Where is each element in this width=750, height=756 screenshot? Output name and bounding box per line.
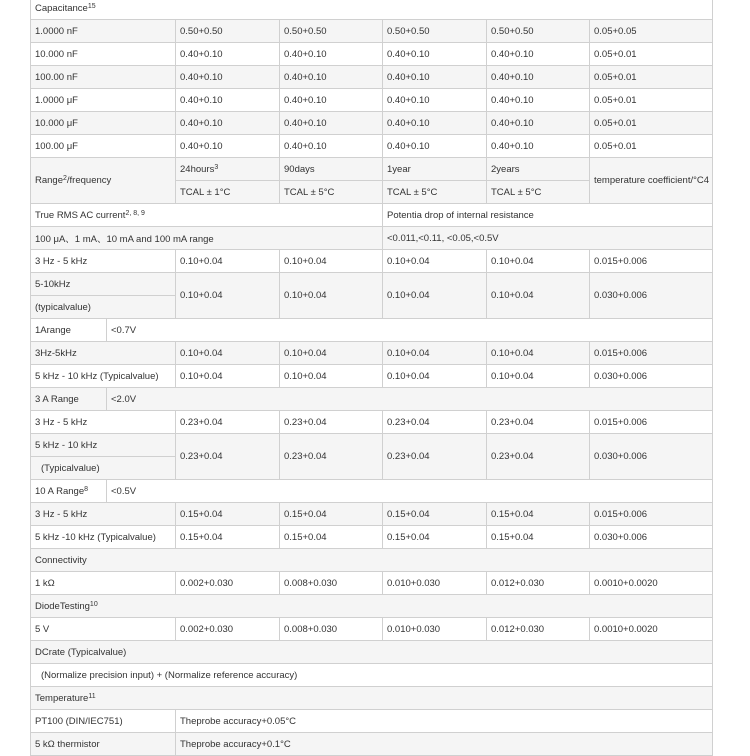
range-cell: 3 Hz - 5 kHz — [31, 503, 176, 526]
header-24hours — [176, 158, 280, 181]
range-cell: 1.0000 nF — [31, 20, 176, 43]
value-cell: 0.10+0.04 — [487, 250, 590, 273]
footnote-marker: 10 — [89, 600, 98, 608]
table-row — [31, 20, 713, 43]
range-label: 3 A Range — [31, 388, 107, 411]
value-cell: 0.10+0.04 — [383, 250, 487, 273]
table-row — [31, 503, 713, 526]
table-row — [31, 250, 713, 273]
value-cell: 0.40+0.10 — [383, 135, 487, 158]
range-cell: (typicalvalue) — [31, 296, 176, 319]
value-cell: 0.030+0.006 — [590, 365, 713, 388]
value-cell: 0.40+0.10 — [487, 135, 590, 158]
value-cell: 0.010+0.030 — [383, 572, 487, 595]
value-cell: 0.23+0.04 — [176, 434, 280, 480]
drop-values: <0.011,<0.11, <0.05,<0.5V — [383, 227, 713, 250]
table-row — [31, 434, 713, 457]
value-cell: 0.23+0.04 — [280, 434, 383, 480]
value-cell: 0.15+0.04 — [176, 526, 280, 549]
cell-text: True RMS AC current — [35, 209, 126, 221]
table-row — [31, 135, 713, 158]
value-cell: 0.010+0.030 — [383, 618, 487, 641]
range-cell: 3 Hz - 5 kHz — [31, 250, 176, 273]
value-cell: 0.40+0.10 — [176, 135, 280, 158]
tcal-cell: TCAL ± 5°C — [487, 181, 590, 204]
value-cell: 0.40+0.10 — [280, 43, 383, 66]
value-cell: 0.030+0.006 — [590, 526, 713, 549]
header-2years: 2years — [487, 158, 590, 181]
section-ac-current — [31, 204, 713, 227]
range-label: 1Arange — [31, 319, 107, 342]
value-cell: 0.002+0.030 — [176, 618, 280, 641]
dcrate-formula — [31, 664, 713, 687]
value-cell: 0.23+0.04 — [176, 411, 280, 434]
header-temp-coefficient: temperature coefficient/°C4 — [590, 158, 713, 204]
table-row — [31, 572, 713, 595]
value-cell: 0.0010+0.0020 — [590, 618, 713, 641]
range-drop: <0.7V — [107, 319, 713, 342]
range-cell: 5 kHz - 10 kHz (Typicalvalue) — [31, 365, 176, 388]
value-cell: 0.23+0.04 — [487, 411, 590, 434]
value-cell: 0.40+0.10 — [487, 43, 590, 66]
value-cell: 0.40+0.10 — [176, 66, 280, 89]
value-cell: 0.40+0.10 — [487, 89, 590, 112]
range-cell: 3 Hz - 5 kHz — [31, 411, 176, 434]
value-cell: 0.05+0.01 — [590, 43, 713, 66]
formula-cell: (Normalize precision input) + (Normalize reference accuracy) — [31, 664, 713, 687]
value-cell: 0.23+0.04 — [280, 411, 383, 434]
range-cell: 5-10kHz — [31, 273, 176, 296]
value-cell: 0.40+0.10 — [176, 89, 280, 112]
value-cell: 0.030+0.006 — [590, 273, 713, 319]
range-cell: 1 kΩ — [31, 572, 176, 595]
table-row — [31, 89, 713, 112]
value-cell: 0.002+0.030 — [176, 572, 280, 595]
cell-text: Capacitance — [35, 2, 88, 14]
tcal-cell: TCAL ± 1°C — [176, 181, 280, 204]
header-1year: 1year — [383, 158, 487, 181]
table-row — [31, 342, 713, 365]
value-cell: 0.10+0.04 — [383, 342, 487, 365]
drop-title: Potentia drop of internal resistance — [383, 204, 713, 227]
value-cell: 0.23+0.04 — [487, 434, 590, 480]
table-row — [31, 273, 713, 296]
value-cell: 0.50+0.50 — [280, 20, 383, 43]
value-cell: 0.50+0.50 — [383, 20, 487, 43]
value-cell: 0.40+0.10 — [280, 66, 383, 89]
footnote-marker: 3 — [214, 163, 219, 171]
table-row — [31, 526, 713, 549]
value-cell: 0.40+0.10 — [487, 112, 590, 135]
tcal-cell: TCAL ± 5°C — [280, 181, 383, 204]
range-drop: <2.0V — [107, 388, 713, 411]
value-cell: 0.10+0.04 — [176, 250, 280, 273]
range-cell: 5 kHz -10 kHz (Typicalvalue) — [31, 526, 176, 549]
table-row — [31, 710, 713, 733]
value-cell: 0.012+0.030 — [487, 572, 590, 595]
value-cell: 0.015+0.006 — [590, 342, 713, 365]
value-cell: 0.50+0.50 — [487, 20, 590, 43]
value-cell: 0.40+0.10 — [280, 135, 383, 158]
specification-table — [30, 0, 713, 756]
value-cell: 0.40+0.10 — [383, 112, 487, 135]
value-cell: 0.10+0.04 — [383, 273, 487, 319]
value-cell: 0.40+0.10 — [383, 43, 487, 66]
value-cell: 0.10+0.04 — [487, 342, 590, 365]
footnote-marker: 2, 8, 9 — [125, 209, 145, 217]
range-cell: 1.0000 μF — [31, 89, 176, 112]
value-cell: 0.15+0.04 — [280, 526, 383, 549]
footnote-marker: 11 — [88, 692, 96, 700]
range-header — [31, 480, 713, 503]
section-title: Connectivity — [31, 549, 713, 572]
value-cell: 0.10+0.04 — [383, 365, 487, 388]
range-cell: 10.000 nF — [31, 43, 176, 66]
accuracy-cell: Theprobe accuracy+0.05°C — [176, 710, 713, 733]
range-cell: 100.00 nF — [31, 66, 176, 89]
value-cell: 0.10+0.04 — [176, 365, 280, 388]
value-cell: 0.40+0.10 — [487, 66, 590, 89]
value-cell: 0.10+0.04 — [280, 342, 383, 365]
value-cell: 0.05+0.01 — [590, 89, 713, 112]
header-range — [31, 158, 176, 204]
value-cell: 0.15+0.04 — [487, 526, 590, 549]
value-cell: 0.40+0.10 — [280, 112, 383, 135]
cell-text: Range — [35, 175, 63, 186]
section-temperature — [31, 687, 713, 710]
header-row — [31, 158, 713, 181]
table-row — [31, 733, 713, 756]
section-title: DCrate (Typicalvalue) — [31, 641, 713, 664]
ac-ranges-row — [31, 227, 713, 250]
cell-text: /frequency — [66, 175, 112, 186]
section-title — [31, 687, 713, 710]
table-row — [31, 365, 713, 388]
value-cell: 0.15+0.04 — [176, 503, 280, 526]
value-cell: 0.10+0.04 — [487, 273, 590, 319]
value-cell: 0.40+0.10 — [383, 66, 487, 89]
table-row — [31, 411, 713, 434]
range-label — [31, 480, 107, 503]
value-cell: 0.10+0.04 — [176, 273, 280, 319]
section-diode-testing — [31, 595, 713, 618]
footnote-marker: 8 — [84, 485, 89, 493]
value-cell: 0.40+0.10 — [280, 89, 383, 112]
value-cell: 0.05+0.05 — [590, 20, 713, 43]
sensor-cell: 5 kΩ thermistor — [31, 733, 176, 756]
value-cell: 0.015+0.006 — [590, 411, 713, 434]
range-cell: 100.00 μF — [31, 135, 176, 158]
cell-text: 10 A Range — [35, 485, 85, 497]
value-cell: 0.15+0.04 — [383, 526, 487, 549]
range-cell: 5 V — [31, 618, 176, 641]
table-row — [31, 66, 713, 89]
range-header — [31, 388, 713, 411]
value-cell: 0.23+0.04 — [383, 434, 487, 480]
value-cell: 0.015+0.006 — [590, 503, 713, 526]
value-cell: 0.05+0.01 — [590, 66, 713, 89]
range-cell: 3Hz-5kHz — [31, 342, 176, 365]
range-header — [31, 319, 713, 342]
cell-text: 24hours — [180, 163, 215, 175]
value-cell: 0.15+0.04 — [280, 503, 383, 526]
value-cell: 0.15+0.04 — [383, 503, 487, 526]
sensor-cell: PT100 (DIN/IEC751) — [31, 710, 176, 733]
table-row — [31, 112, 713, 135]
tcal-cell: TCAL ± 5°C — [383, 181, 487, 204]
table-row — [31, 618, 713, 641]
value-cell: 0.50+0.50 — [176, 20, 280, 43]
section-title — [31, 204, 383, 227]
value-cell: 0.40+0.10 — [176, 112, 280, 135]
value-cell: 0.008+0.030 — [280, 618, 383, 641]
section-dc-rate — [31, 641, 713, 664]
section-title — [31, 595, 713, 618]
range-cell: 10.000 μF — [31, 112, 176, 135]
footnote-marker: 2 — [63, 175, 67, 182]
cell-text: DiodeTesting — [35, 600, 90, 612]
header-90days: 90days — [280, 158, 383, 181]
value-cell: 0.23+0.04 — [383, 411, 487, 434]
value-cell: 0.012+0.030 — [487, 618, 590, 641]
value-cell: 0.15+0.04 — [487, 503, 590, 526]
accuracy-cell: Theprobe accuracy+0.1°C — [176, 733, 713, 756]
footnote-marker: 15 — [87, 2, 96, 10]
range-cell: 5 kHz - 10 kHz — [31, 434, 176, 457]
cell-text: Temperature — [35, 692, 89, 704]
value-cell: 0.10+0.04 — [280, 273, 383, 319]
section-capacitance — [31, 0, 713, 20]
value-cell: 0.030+0.006 — [590, 434, 713, 480]
value-cell: 0.015+0.006 — [590, 250, 713, 273]
section-connectivity — [31, 549, 713, 572]
value-cell: 0.10+0.04 — [487, 365, 590, 388]
section-title — [31, 0, 713, 20]
value-cell: 0.40+0.10 — [383, 89, 487, 112]
table-row — [31, 43, 713, 66]
ranges-desc: 100 μA、1 mA、10 mA and 100 mA range — [31, 227, 383, 250]
value-cell: 0.05+0.01 — [590, 135, 713, 158]
value-cell: 0.40+0.10 — [176, 43, 280, 66]
range-cell: (Typicalvalue) — [31, 457, 176, 480]
value-cell: 0.10+0.04 — [280, 365, 383, 388]
value-cell: 0.008+0.030 — [280, 572, 383, 595]
value-cell: 0.10+0.04 — [176, 342, 280, 365]
range-drop: <0.5V — [107, 480, 713, 503]
value-cell: 0.05+0.01 — [590, 112, 713, 135]
value-cell: 0.0010+0.0020 — [590, 572, 713, 595]
value-cell: 0.10+0.04 — [280, 250, 383, 273]
